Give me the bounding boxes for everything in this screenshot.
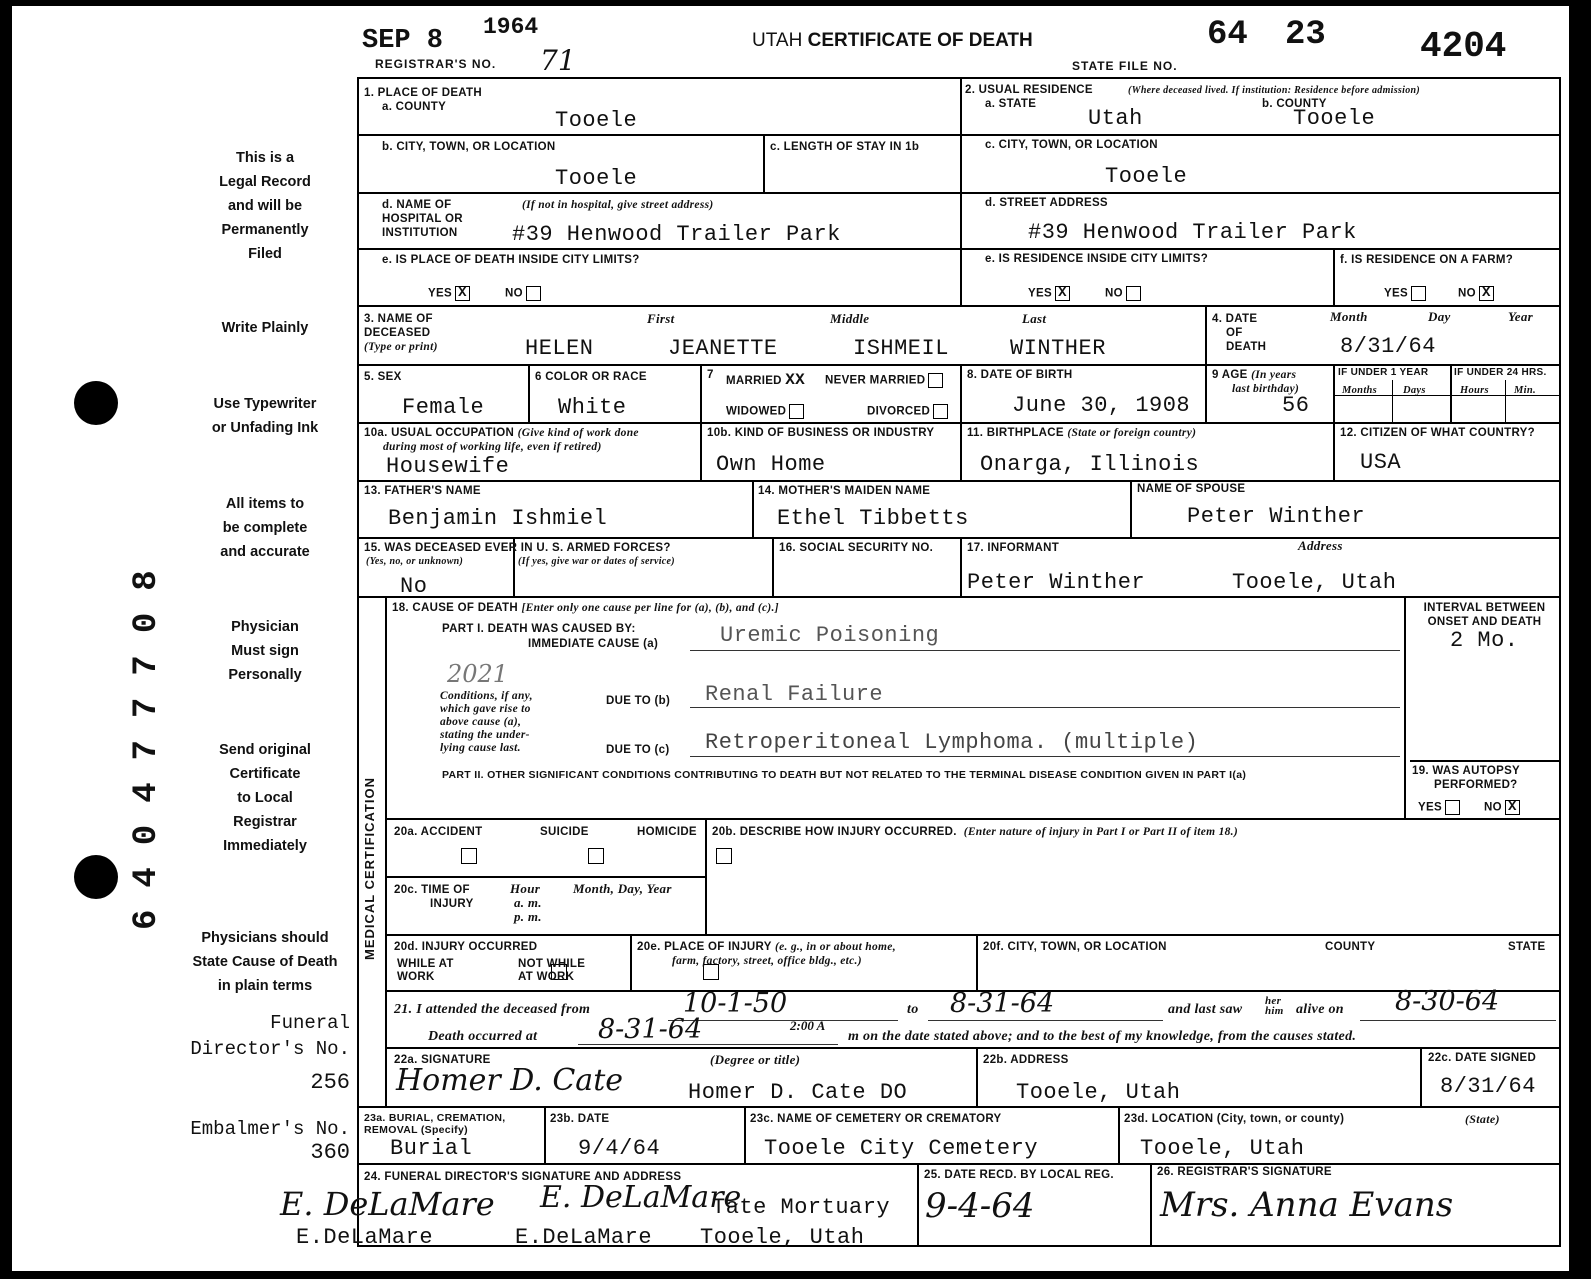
farm-yes-option[interactable]: YES <box>1384 286 1426 301</box>
rule <box>976 1047 978 1106</box>
accident-checkbox[interactable] <box>461 848 477 864</box>
res-city-value: Tooele <box>1105 164 1188 189</box>
pod-county-label: a. COUNTY <box>382 101 447 113</box>
rule <box>1205 305 1207 422</box>
date-of-death-label: 4. DATE OF DEATH <box>1212 313 1267 353</box>
day-label: Day <box>1428 309 1451 324</box>
last-seen-value: 8-30-64 <box>1395 986 1500 1017</box>
punch-hole-bottom <box>74 855 118 899</box>
physician-name: Homer D. Cate DO <box>688 1080 908 1105</box>
rule <box>1450 364 1452 422</box>
signature-label: 22a. SIGNATURE <box>394 1054 491 1066</box>
rule <box>1410 760 1561 762</box>
sex-value: Female <box>402 395 485 420</box>
last-label: Last <box>1022 311 1047 326</box>
age-label: 9 AGE (In years <box>1212 369 1297 381</box>
rule <box>385 596 387 1106</box>
length-of-stay-label: c. LENGTH OF STAY IN 1b <box>770 141 920 153</box>
scan-border-right <box>1569 0 1591 1279</box>
deceased-name-label: 3. NAME OF DECEASED (Type or print) <box>364 313 438 353</box>
autopsy-label: 19. WAS AUTOPSY PERFORMED? <box>1412 765 1521 791</box>
title-prefix: UTAH <box>752 30 803 51</box>
never-married-checkbox[interactable] <box>928 373 943 388</box>
occupation-label: 10a. USUAL OCCUPATION (Give kind of work done <box>364 427 639 439</box>
rule <box>1118 1106 1120 1163</box>
hospital-value: #39 Henwood Trailer Park <box>512 222 841 247</box>
pod-yes-checkbox[interactable]: X <box>455 286 470 301</box>
her-him-label: her him <box>1265 995 1284 1017</box>
burial-state-label: (State) <box>1465 1112 1500 1126</box>
attended-from-line <box>668 1020 898 1021</box>
never-married-option[interactable]: NEVER MARRIED <box>825 373 943 388</box>
physician-address-label: 22b. ADDRESS <box>983 1054 1069 1066</box>
rule <box>1420 1047 1422 1106</box>
burial-date-label: 23b. DATE <box>550 1113 610 1125</box>
min-label: Min. <box>1514 385 1536 396</box>
funeral-director-no: 256 <box>310 1070 350 1095</box>
rule <box>1333 364 1335 480</box>
rule <box>387 876 707 878</box>
citizen-label: 12. CITIZEN OF WHAT COUNTRY? <box>1340 427 1535 439</box>
residence-note: (Where deceased lived. If institution: Residence before admission) <box>1128 85 1420 96</box>
days-label: Days <box>1403 385 1426 396</box>
middle-name-2: ISHMEIL <box>853 336 949 361</box>
burial-location-value: Tooele, Utah <box>1140 1136 1305 1161</box>
rule <box>1392 380 1393 422</box>
birthplace-label: 11. BIRTHPLACE (State or foreign country) <box>967 427 1197 439</box>
cause-b-value: Renal Failure <box>705 682 884 707</box>
occupation-note: during most of working life, even if retired) <box>383 441 602 453</box>
pod-no-checkbox[interactable] <box>526 286 541 301</box>
armed-note-2: (If yes, give war or dates of service) <box>518 556 675 567</box>
injury-occurred-label: 20d. INJURY OCCURRED <box>394 941 538 953</box>
part2-label: PART II. OTHER SIGNIFICANT CONDITIONS CONTRIBUTING TO DEATH BUT NOT RELATED TO THE TERMINAL DISEASE CONDITION GIVEN IN PART I(a) <box>442 769 1247 781</box>
rule <box>357 537 1561 539</box>
physicians-should-note: Physicians should State Cause of Death in plain terms <box>192 930 338 994</box>
under-1-year-label: IF UNDER 1 YEAR <box>1338 367 1429 378</box>
cause-a-line <box>690 650 1400 651</box>
physician-signature: Homer D. Cate <box>396 1063 624 1098</box>
cause-c-value: Retroperitoneal Lymphoma. (multiple) <box>705 730 1199 755</box>
father-label: 13. FATHER'S NAME <box>364 485 481 497</box>
registrars-no: 71 <box>540 44 576 77</box>
attended-to-value: 8-31-64 <box>950 988 1055 1019</box>
pod-city-label: b. CITY, TOWN, OR LOCATION <box>382 141 556 153</box>
res-city-label: c. CITY, TOWN, OR LOCATION <box>985 139 1158 151</box>
months-label: Months <box>1342 385 1378 396</box>
rule <box>387 1047 1561 1049</box>
widowed-checkbox[interactable] <box>789 404 804 419</box>
middle-label: Middle <box>830 311 870 326</box>
rule <box>357 1163 1561 1165</box>
embalmer-no: 360 <box>310 1140 350 1165</box>
farm-yes-checkbox[interactable] <box>1411 286 1426 301</box>
attended-from-value: 10-1-50 <box>683 988 788 1019</box>
hospital-label: d. NAME OF HOSPITAL OR INSTITUTION <box>382 199 463 239</box>
attended-to-line <box>928 1020 1163 1021</box>
citizen-value: USA <box>1360 450 1402 475</box>
cause-b-line <box>690 707 1400 708</box>
farm-label: f. IS RESIDENCE ON A FARM? <box>1340 254 1514 266</box>
certificate-title <box>752 30 1033 52</box>
date-of-death-value: 8/31/64 <box>1340 334 1436 359</box>
street-label: d. STREET ADDRESS <box>985 197 1108 209</box>
death-occurred-label: Death occurred at <box>428 1029 538 1044</box>
autopsy-no-checkbox[interactable]: X <box>1505 800 1520 815</box>
armed-forces-label: 15. WAS DECEASED EVER IN U. S. ARMED FORCES? <box>364 542 671 554</box>
typewriter-note: Use Typewriter or Unfading Ink <box>211 396 319 436</box>
race-label: 6 COLOR OR RACE <box>535 371 647 383</box>
all-items-note: All items to be complete and accurate <box>220 496 310 560</box>
rule <box>1333 248 1335 306</box>
res-state-label: a. STATE <box>985 98 1037 110</box>
res-no-option[interactable]: NO <box>1105 286 1141 301</box>
autopsy-no-option[interactable]: NO X <box>1484 800 1520 815</box>
rule <box>357 596 1561 598</box>
injury-county-label: COUNTY <box>1325 941 1376 953</box>
street-value: #39 Henwood Trailer Park <box>1028 220 1357 245</box>
date-signed-label: 22c. DATE SIGNED <box>1428 1052 1537 1064</box>
cause-c-line <box>690 756 1400 757</box>
received-stamp-year: 1964 <box>483 14 539 40</box>
part1-label: PART I. DEATH WAS CAUSED BY: <box>442 623 636 635</box>
rule <box>705 818 707 934</box>
state-file-label: STATE FILE NO. <box>1072 59 1178 73</box>
interval-label: INTERVAL BETWEEN ONSET AND DEATH <box>1423 602 1546 628</box>
write-plainly-note: Write Plainly <box>221 320 309 336</box>
cemetery-value: Tooele City Cemetery <box>764 1136 1039 1161</box>
scan-border-top <box>0 0 1591 6</box>
spouse-value: Peter Winther <box>1187 504 1366 529</box>
rule <box>960 364 962 480</box>
state-file-c: 4204 <box>1420 26 1507 67</box>
received-stamp-date: SEP 8 <box>362 26 444 56</box>
rule <box>387 934 1561 936</box>
married-mark: XX <box>785 371 806 389</box>
injury-city-label: 20f. CITY, TOWN, OR LOCATION <box>983 941 1167 953</box>
funeral-director-signature-2: E. DeLaMare <box>540 1180 742 1215</box>
send-original-note: Send original Certificate to Local Registrar Immediately <box>219 742 311 854</box>
place-of-injury-note: farm, factory, street, office bldg., etc.) <box>672 955 862 967</box>
rule <box>960 77 962 306</box>
month-label: Month <box>1330 309 1368 324</box>
alive-on-label: alive on <box>1296 1002 1344 1017</box>
informant-address-value: Tooele, Utah <box>1232 570 1397 595</box>
death-occurred-post: m on the date stated above; and to the best of my knowledge, from the causes stated. <box>848 1029 1357 1044</box>
not-while-at-work-option[interactable]: NOT WHILE AT WORK <box>518 958 586 983</box>
suicide-label: SUICIDE <box>540 826 589 838</box>
place-of-death-label: 1. PLACE OF DEATH <box>364 87 482 99</box>
under-24-hrs-label: IF UNDER 24 HRS. <box>1454 367 1547 378</box>
rule <box>917 1163 919 1247</box>
serial-number: 640477708 <box>128 548 166 930</box>
res-no-checkbox[interactable] <box>1126 286 1141 301</box>
rule <box>960 537 962 596</box>
farm-no-checkbox[interactable]: X <box>1479 286 1494 301</box>
hour-label: Hour a. m. p. m. <box>510 881 542 924</box>
embalmer-label: Embalmer's No. <box>190 1118 350 1140</box>
age-value: 56 <box>1282 393 1310 418</box>
first-name: HELEN <box>525 336 594 361</box>
funeral-city: Tooele, Utah <box>700 1225 865 1250</box>
business-label: 10b. KIND OF BUSINESS OR INDUSTRY <box>707 427 935 439</box>
res-state-value: Utah <box>1088 106 1143 131</box>
medical-certification-label: MEDICAL CERTIFICATION <box>362 776 377 960</box>
pod-inside-limits-label: e. IS PLACE OF DEATH INSIDE CITY LIMITS? <box>382 254 640 266</box>
rule <box>630 934 632 990</box>
death-time-note: 2:00 A <box>790 1018 826 1033</box>
burial-type-value: Burial <box>390 1136 473 1161</box>
scan-border-left <box>0 0 12 1279</box>
rule <box>1150 1163 1152 1247</box>
business-value: Own Home <box>716 452 826 477</box>
dob-value: June 30, 1908 <box>1012 393 1191 418</box>
rule <box>357 480 1561 482</box>
informant-label: 17. INFORMANT <box>967 542 1060 554</box>
rule <box>357 305 1561 307</box>
suicide-checkbox[interactable] <box>588 848 604 864</box>
registrar-signature: Mrs. Anna Evans <box>1160 1185 1454 1225</box>
funeral-director-signature-1: E. DeLaMare <box>280 1185 495 1223</box>
how-injury-label: 20b. DESCRIBE HOW INJURY OCCURRED. (Enter nature of injury in Part I or Part II of item 18.) <box>712 826 1238 838</box>
pod-yes-option[interactable]: YES X <box>428 286 470 301</box>
punch-hole-top <box>74 381 118 425</box>
mortuary-name: Tate Mortuary <box>712 1195 891 1220</box>
due-to-c-label: DUE TO (c) <box>606 744 670 756</box>
funeral-director-name-1: E.DeLaMare <box>296 1225 434 1250</box>
degree-label: (Degree or title) <box>710 1052 801 1067</box>
father-value: Benjamin Ishmiel <box>388 506 608 531</box>
rule <box>772 537 774 596</box>
autopsy-yes-checkbox[interactable] <box>1445 800 1460 815</box>
cause-code: 2021 <box>447 660 509 688</box>
while-at-work-option[interactable]: WHILE AT WORK <box>397 958 454 983</box>
widowed-option[interactable]: WIDOWED <box>726 404 804 419</box>
death-time-value: 8-31-64 <box>598 1014 703 1045</box>
residence-label: 2. USUAL RESIDENCE <box>965 84 1093 96</box>
middle-name-1: JEANETTE <box>668 336 778 361</box>
physician-address-value: Tooele, Utah <box>1016 1080 1181 1105</box>
first-label: First <box>647 311 675 326</box>
mother-label: 14. MOTHER'S MAIDEN NAME <box>758 485 931 497</box>
age-note: last birthday) <box>1232 383 1300 395</box>
hours-label: Hours <box>1460 385 1489 396</box>
rule <box>357 248 1561 250</box>
date-received-value: 9-4-64 <box>925 1186 1035 1226</box>
funeral-director-name-2: E.DeLaMare <box>515 1225 653 1250</box>
rule <box>387 818 1561 820</box>
informant-value: Peter Winther <box>967 570 1146 595</box>
armed-note-1: (Yes, no, or unknown) <box>366 556 464 567</box>
spouse-label: NAME OF SPOUSE <box>1137 483 1246 495</box>
registrars-no-label: REGISTRAR'S NO. <box>375 57 497 71</box>
to-label: to <box>907 1002 919 1017</box>
rule <box>1130 480 1132 537</box>
registrar-sig-label: 26. REGISTRAR'S SIGNATURE <box>1157 1166 1332 1178</box>
divorced-option[interactable]: DIVORCED <box>867 404 948 419</box>
burial-location-label: 23d. LOCATION (City, town, or county) <box>1124 1113 1345 1125</box>
rule <box>744 1106 746 1163</box>
autopsy-yes-option[interactable]: YES <box>1418 800 1460 815</box>
last-name: WINTHER <box>1010 336 1106 361</box>
accident-label: 20a. ACCIDENT <box>394 826 483 838</box>
divorced-checkbox[interactable] <box>933 404 948 419</box>
res-yes-checkbox[interactable]: X <box>1055 286 1070 301</box>
funeral-director-label: Funeral Director's No. <box>190 1012 350 1060</box>
rule <box>752 480 754 537</box>
ssn-label: 16. SOCIAL SECURITY NO. <box>779 542 934 554</box>
dob-label: 8. DATE OF BIRTH <box>967 369 1073 381</box>
rule <box>357 192 1561 194</box>
informant-address-label: Address <box>1298 538 1343 553</box>
birthplace-value: Onarga, Illinois <box>980 452 1200 477</box>
rule <box>1505 380 1506 422</box>
funeral-director-sig-label: 24. FUNERAL DIRECTOR'S SIGNATURE AND ADDRESS <box>364 1171 682 1183</box>
attended-label: 21. I attended the deceased from <box>394 1002 591 1017</box>
res-county-value: Tooele <box>1293 106 1376 131</box>
state-file-a: 64 <box>1207 16 1248 54</box>
sex-label: 5. SEX <box>364 371 402 383</box>
homicide-checkbox[interactable] <box>716 848 732 864</box>
burial-type-label: 23a. BURIAL, CREMATION, REMOVAL (Specify) <box>364 1112 506 1136</box>
cause-of-death-label: 18. CAUSE OF DEATH [Enter only one cause per line for (a), (b), and (c).] <box>392 602 779 614</box>
cemetery-label: 23c. NAME OF CEMETERY OR CREMATORY <box>750 1113 1002 1125</box>
res-county-label: b. COUNTY <box>1262 98 1327 110</box>
mdy-label: Month, Day, Year <box>573 881 672 896</box>
pod-city-value: Tooele <box>555 166 638 191</box>
conditions-note: Conditions, if any, which gave rise to above cause (a), stating the under- lying cause last. <box>440 690 533 754</box>
burial-date-value: 9/4/64 <box>578 1136 661 1161</box>
last-saw-label: and last saw <box>1168 1002 1243 1017</box>
interval-value: 2 Mo. <box>1450 628 1519 653</box>
year-label: Year <box>1508 309 1534 324</box>
rule <box>357 422 1561 424</box>
pod-county-value: Tooele <box>555 108 638 133</box>
rule <box>1404 596 1406 818</box>
title-main: CERTIFICATE OF DEATH <box>807 30 1033 51</box>
rule <box>544 1106 546 1163</box>
marital-label: 7 <box>707 369 714 381</box>
res-inside-limits-label: e. IS RESIDENCE INSIDE CITY LIMITS? <box>985 253 1209 265</box>
injury-state-label: STATE <box>1508 941 1546 953</box>
married-option[interactable]: MARRIED XX <box>726 371 806 389</box>
rule <box>763 134 765 192</box>
rule <box>976 934 978 990</box>
place-of-injury-label: 20e. PLACE OF INJURY (e. g., in or about home, <box>637 941 896 953</box>
time-of-injury-label: 20c. TIME OF INJURY <box>394 884 474 910</box>
res-yes-option[interactable]: YES X <box>1028 286 1070 301</box>
hospital-note: (If not in hospital, give street address) <box>522 199 714 211</box>
immediate-cause-label: IMMEDIATE CAUSE (a) <box>528 638 659 650</box>
scan-border-bottom <box>0 1271 1591 1279</box>
rule <box>700 364 702 480</box>
physician-note: Physician Must sign Personally <box>228 619 302 683</box>
state-file-b: 23 <box>1285 16 1326 54</box>
date-received-label: 25. DATE RECD. BY LOCAL REG. <box>924 1169 1114 1181</box>
last-seen-line <box>1360 1020 1556 1021</box>
occupation-value: Housewife <box>386 454 510 479</box>
cause-a-value: Uremic Poisoning <box>720 623 940 648</box>
due-to-b-label: DUE TO (b) <box>606 695 671 707</box>
race-value: White <box>558 395 627 420</box>
date-signed-value: 8/31/64 <box>1440 1074 1536 1099</box>
farm-no-option[interactable]: NO X <box>1458 286 1494 301</box>
legal-record-note: This is a Legal Record and will be Permanently Filed <box>219 150 311 262</box>
armed-forces-value: No <box>400 574 428 599</box>
homicide-label: HOMICIDE <box>637 826 697 838</box>
mother-value: Ethel Tibbetts <box>777 506 969 531</box>
rule <box>528 364 530 422</box>
rule <box>357 1106 1561 1108</box>
rule <box>357 134 1561 136</box>
pod-no-option[interactable]: NO <box>505 286 541 301</box>
